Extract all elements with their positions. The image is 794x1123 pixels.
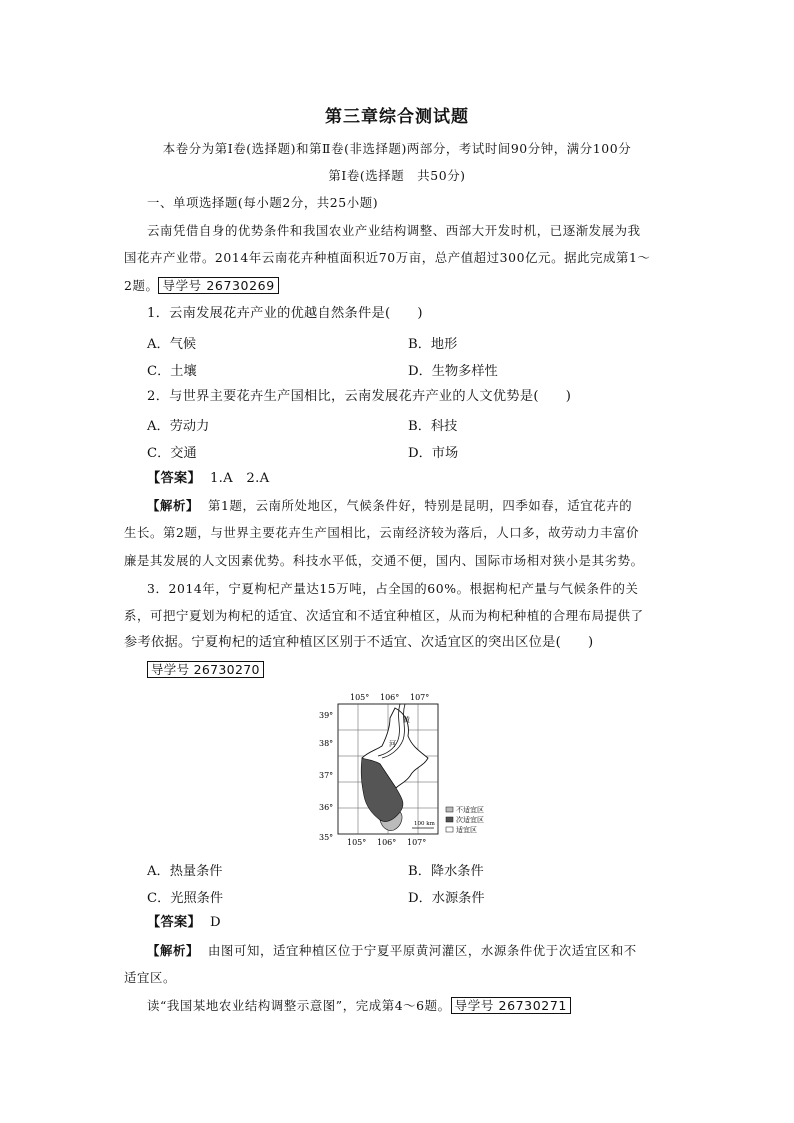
volume-heading: 第Ⅰ卷(选择题 共50分)	[328, 168, 466, 183]
map-legend	[446, 805, 484, 834]
analysis-text: 第1题，云南所处地区，气候条件好，特别是昆明，四季如春，适宜花卉的	[208, 498, 633, 513]
answer-text: 1.A 2.A	[209, 471, 270, 486]
option-d: D．生物多样性	[408, 364, 498, 379]
lat-label: 39°	[319, 711, 334, 720]
analysis-text: 由图可知，适宜种植区位于宁夏平原黄河灌区，水源条件优于次适宜区和不	[208, 943, 637, 958]
analysis-line: 适宜区。	[124, 970, 176, 985]
option-a: A．劳动力	[147, 419, 210, 434]
page-title: 第三章综合测试题	[325, 107, 469, 127]
answer-line	[147, 470, 269, 488]
question-stem: 2．与世界主要花卉生产国相比，云南发展花卉产业的人文优势是( )	[147, 389, 572, 404]
tail-line	[147, 997, 571, 1015]
analysis-line: 廉是其发展的人文因素优势。科技水平低，交通不便，国内、国际市场相对狭小是其劣势。	[124, 553, 644, 568]
question-stem: 1．云南发展花卉产业的优越自然条件是( )	[147, 306, 423, 321]
analysis-line	[147, 942, 637, 960]
passage-line: 云南凭借自身的优势条件和我国农业产业结构调整、西部大开发时机，已逐渐发展为我	[147, 223, 641, 238]
section-heading: 一、单项选择题(每小题2分，共25小题)	[147, 195, 379, 210]
answer-label: 【答案】	[147, 915, 201, 930]
analysis-line	[147, 497, 632, 515]
passage-line	[124, 277, 279, 295]
ref-number-badge: 导学号 26730271	[451, 997, 571, 1014]
option-a: A．气候	[147, 337, 197, 352]
ref-number-badge: 导学号 26730269	[158, 277, 278, 294]
lat-label: 38°	[319, 739, 334, 748]
option-c: C．交通	[147, 446, 197, 461]
answer-line	[147, 914, 221, 932]
ref-number-badge: 导学号 26730270	[147, 661, 264, 678]
option-c: C．光照条件	[147, 891, 224, 906]
option-d: D．水源条件	[408, 891, 485, 906]
lon-label: 106°	[377, 838, 397, 847]
lat-label: 35°	[319, 833, 334, 842]
analysis-label: 【解析】	[147, 498, 199, 513]
option-b: B．科技	[408, 419, 458, 434]
answer-text: D	[209, 915, 221, 930]
question-line: 系，可把宁夏划为枸杞的适宜、次适宜和不适宜种植区，从而为枸杞种植的合理布局提供了	[124, 608, 644, 623]
lon-label: 107°	[410, 693, 430, 702]
river-label: 黄	[403, 716, 410, 724]
legend-label: 适宜区	[456, 826, 477, 834]
exam-intro: 本卷分为第Ⅰ卷(选择题)和第Ⅱ卷(非选择题)两部分，考试时间90分钟，满分100分	[162, 141, 632, 156]
option-a: A．热量条件	[147, 864, 223, 879]
lon-label: 107°	[407, 838, 427, 847]
analysis-label: 【解析】	[147, 943, 199, 958]
option-b: B．降水条件	[408, 864, 484, 879]
scale-label: 100 km	[414, 821, 435, 827]
question-line: 参考依据。宁夏枸杞的适宜种植区区别于不适宜、次适宜区的突出区位是( )	[124, 635, 594, 650]
legend-label: 不适宜区	[456, 806, 484, 814]
lon-label: 105°	[347, 838, 367, 847]
lon-label: 105°	[350, 693, 370, 702]
lon-label: 106°	[380, 693, 400, 702]
river-label-2: 河	[389, 740, 396, 748]
analysis-line: 生长。第2题，与世界主要花卉生产国相比，云南经济较为落后，人口多，故劳动力丰富价	[124, 525, 640, 540]
option-d: D．市场	[408, 446, 459, 461]
passage-line-end: 2题。	[124, 278, 159, 293]
tail-text: 读“我国某地农业结构调整示意图”，完成第4～6题。	[147, 998, 451, 1013]
passage-line: 国花卉产业带。2014年云南花卉种植面积近70万亩，总产值超过300亿元。据此完成第1～	[124, 250, 651, 265]
legend-label: 次适宜区	[456, 816, 484, 824]
ref-line	[147, 661, 264, 680]
lat-label: 36°	[319, 803, 334, 812]
option-c: C．土壤	[147, 364, 197, 379]
ningxia-map	[310, 688, 510, 848]
question-line: 3．2014年，宁夏枸杞产量达15万吨，占全国的60%。根据枸杞产量与气候条件的关	[147, 581, 639, 596]
answer-label: 【答案】	[147, 471, 201, 486]
option-b: B．地形	[408, 337, 458, 352]
lat-label: 37°	[319, 771, 334, 780]
